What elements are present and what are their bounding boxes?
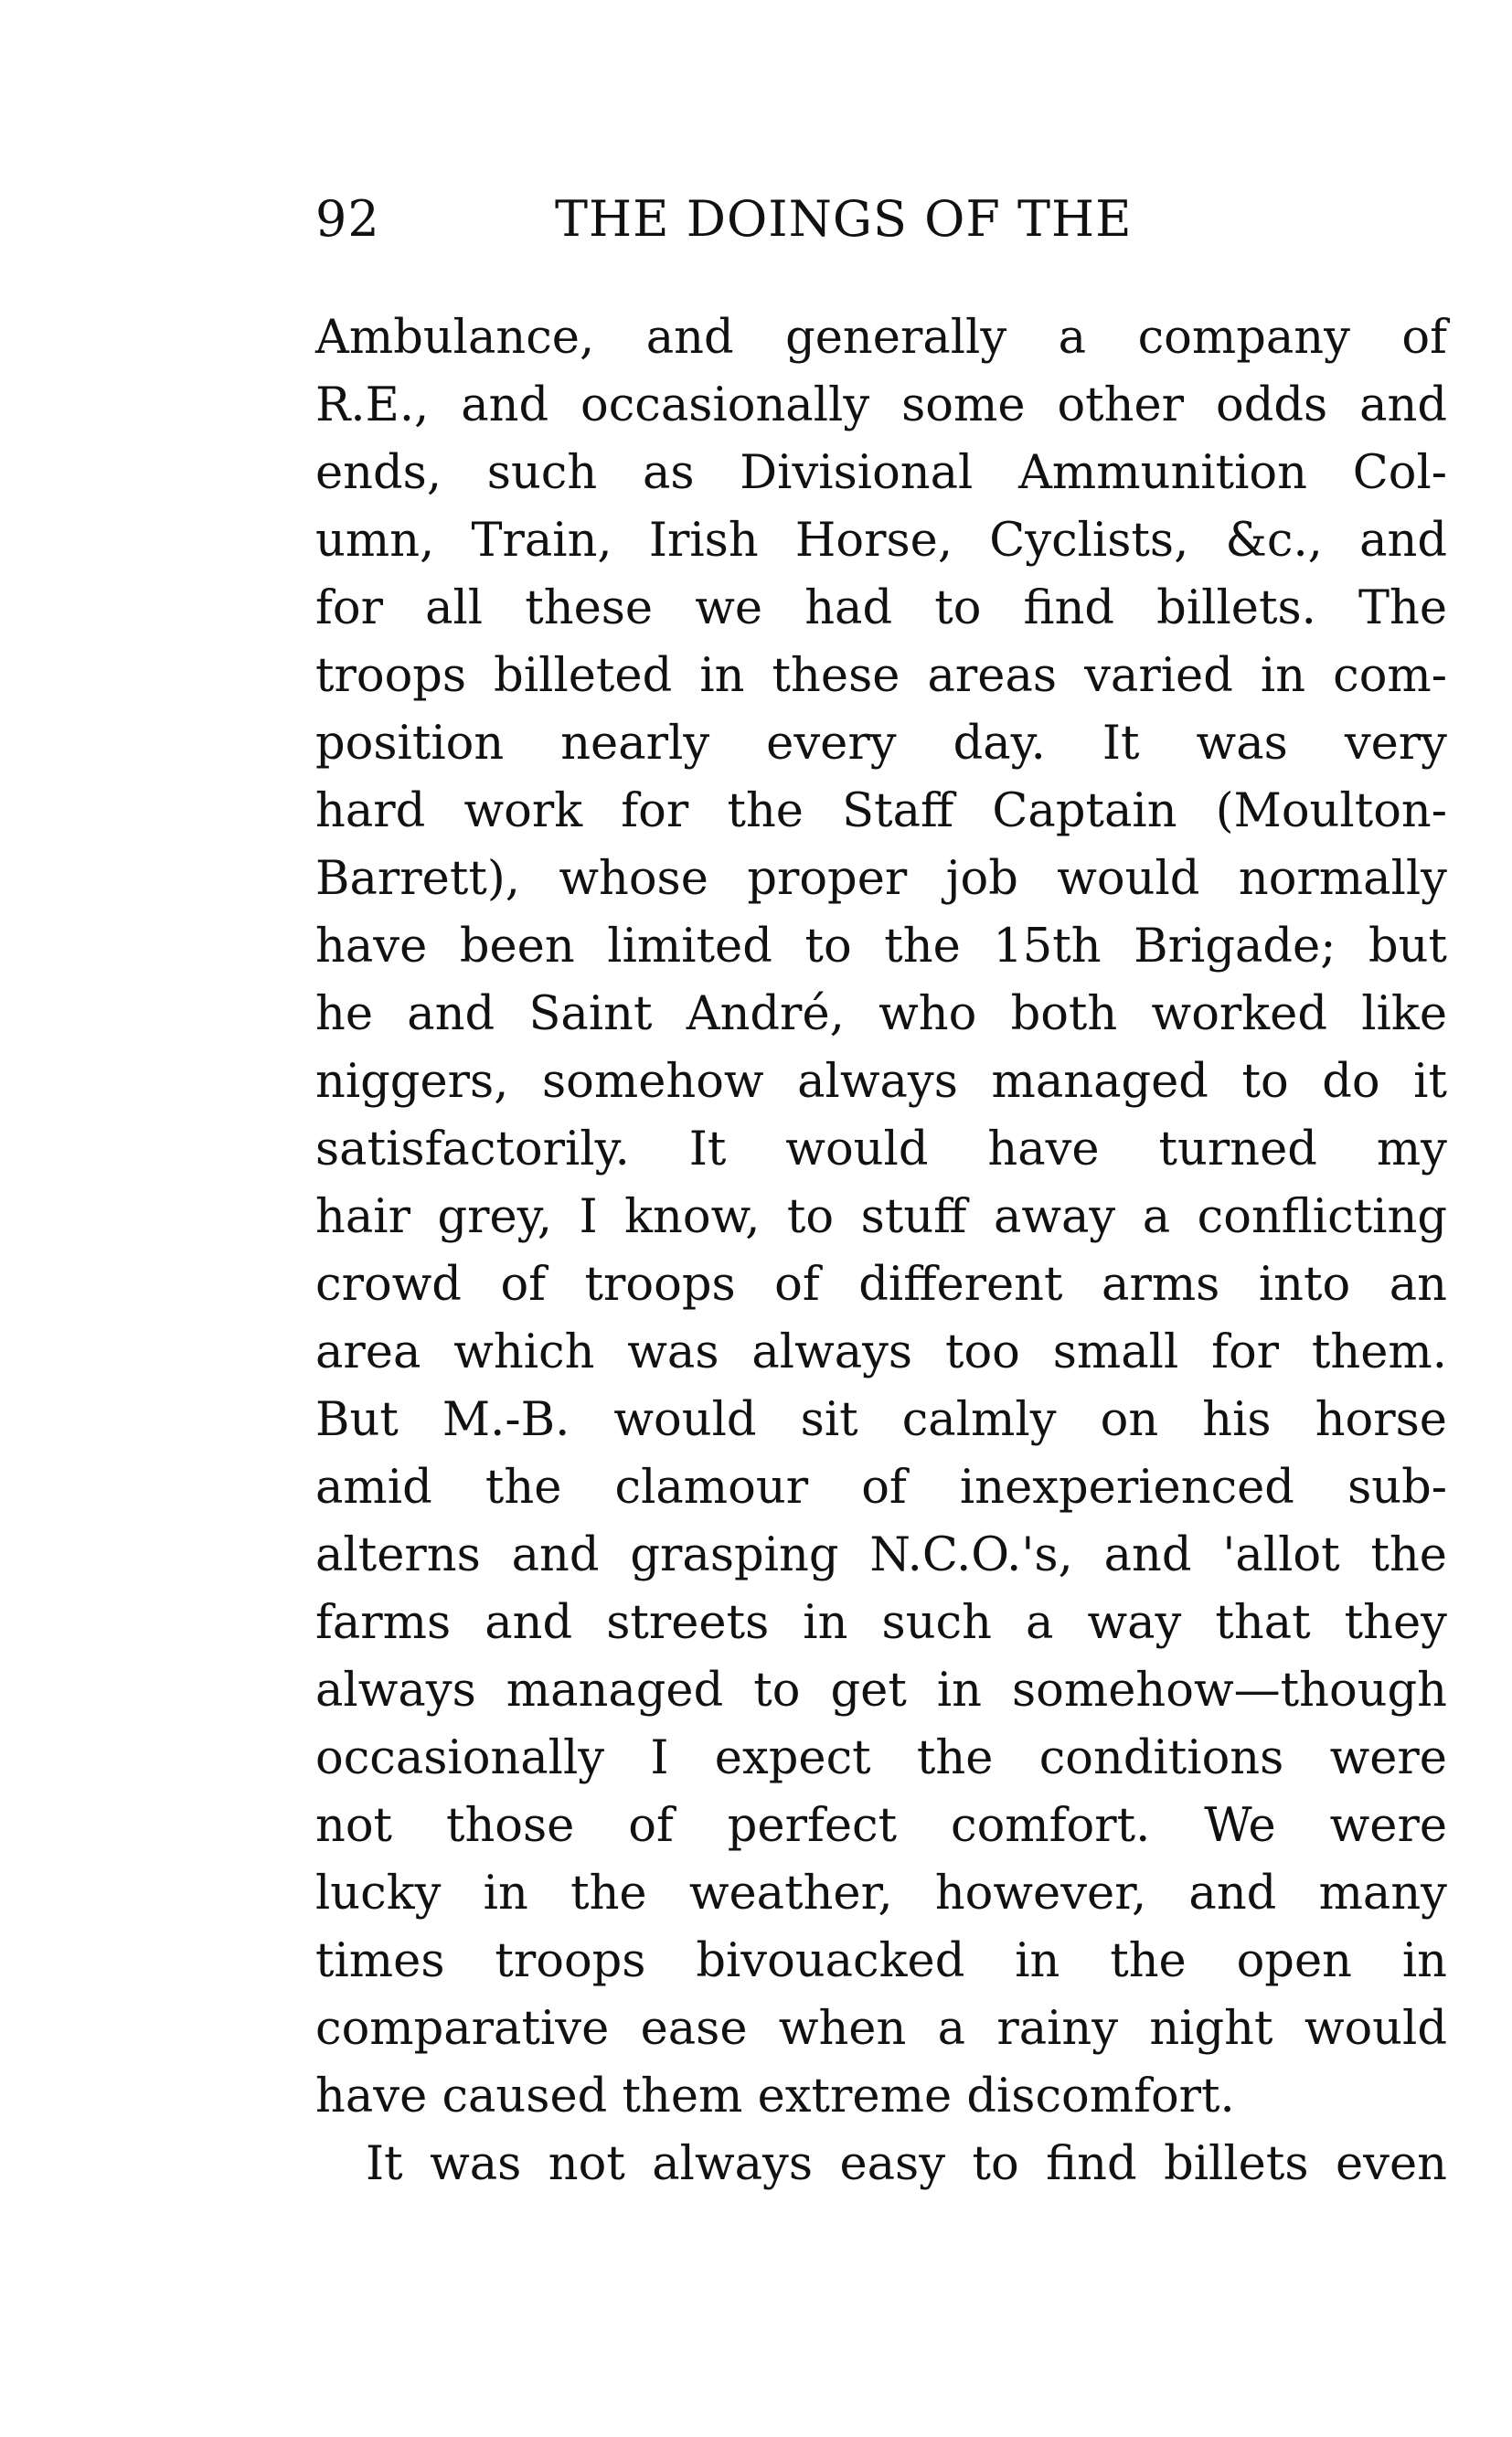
text-line: not those of perfect comfort. We were (315, 1799, 1447, 1853)
text-line: hair grey, I know, to stuff away a conflicting (315, 1190, 1447, 1244)
text-line: farms and streets in such a way that they (315, 1596, 1447, 1650)
text-line: amid the clamour of inexperienced sub- (315, 1461, 1447, 1515)
text-line: he and Saint André, who both worked like (315, 987, 1447, 1041)
text-line: Barrett), whose proper job would normally (315, 852, 1447, 906)
text-line: niggers, somehow always managed to do it (315, 1055, 1447, 1109)
body-text (315, 304, 1447, 2198)
running-title: THE DOINGS OF THE (555, 190, 1133, 248)
text-line: But M.-B. would sit calmly on his horse (315, 1393, 1447, 1447)
text-line: have been limited to the 15th Brigade; but (315, 920, 1447, 974)
text-line: have caused them extreme discomfort. (315, 2070, 1235, 2123)
text-line: umn, Train, Irish Horse, Cyclists, &c., and (315, 514, 1447, 568)
text-line: comparative ease when a rainy night would (315, 2002, 1447, 2056)
text-line: for all these we had to find billets. The (315, 581, 1447, 635)
paragraph-start-line: It was not always easy to find billets even (366, 2137, 1447, 2191)
text-line: area which was always too small for them. (315, 1325, 1447, 1379)
page-header (315, 192, 1230, 247)
text-line: occasionally I expect the conditions were (315, 1731, 1447, 1785)
text-line: always managed to get in somehow—though (315, 1664, 1447, 1718)
text-line: ends, such as Divisional Ammunition Col- (315, 446, 1447, 500)
text-line: alterns and grasping N.C.O.'s, and 'allot the (315, 1528, 1447, 1582)
text-line: troops billeted in these areas varied in com- (315, 649, 1447, 703)
text-line: lucky in the weather, however, and many (315, 1867, 1447, 1921)
text-line: position nearly every day. It was very (315, 717, 1447, 771)
text-line: hard work for the Staff Captain (Moulton- (315, 784, 1447, 838)
text-line: crowd of troops of different arms into an (315, 1258, 1447, 1312)
text-line: times troops bivouacked in the open in (315, 1934, 1447, 1988)
text-line: Ambulance, and generally a company of (315, 311, 1447, 365)
text-line: R.E., and occasionally some other odds and (315, 378, 1447, 432)
text-line: satisfactorily. It would have turned my (315, 1123, 1447, 1176)
page-number: 92 (315, 190, 380, 248)
